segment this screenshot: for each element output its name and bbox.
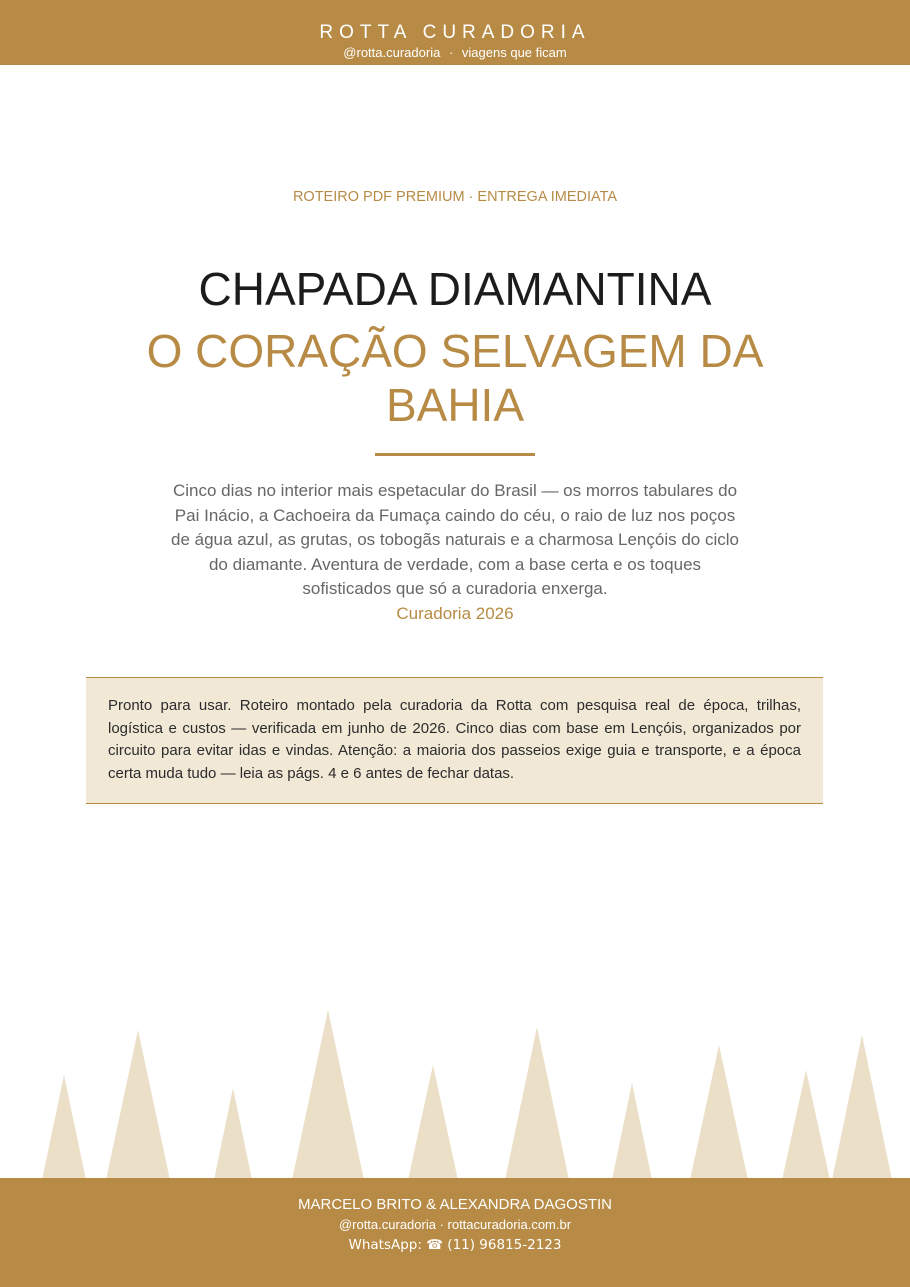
cover-intro — [165, 479, 745, 626]
footer-bar — [0, 1178, 910, 1287]
intro-text: Cinco dias no interior mais espetacular do Brasil — os morros tabulares do Pai Inácio, a Cachoeira da Fumaça caindo do céu, o raio de luz nos poços de água azul, as grutas, os tobogãs naturais e a charmosa Lençóis do ciclo do diamante. Aventura de verdade, com a base certa e os toques sofisticados que só a curadoria enxerga. — [171, 481, 739, 598]
info-callout — [86, 677, 823, 804]
peak-shape — [690, 1045, 748, 1180]
peak-shape — [408, 1065, 458, 1180]
peak-shape — [505, 1027, 569, 1180]
cover-title: CHAPADA DIAMANTINA — [198, 263, 712, 315]
peak-shape — [612, 1083, 652, 1180]
intro-signature: Curadoria 2026 — [396, 603, 514, 623]
cover-eyebrow: ROTEIRO PDF PREMIUM · ENTREGA IMEDIATA — [292, 189, 618, 205]
peak-shape — [832, 1035, 892, 1180]
footer-whatsapp: WhatsApp: ☎ (11) 96815-2123 — [348, 1237, 562, 1253]
brand-handle: @rotta.curadoria — [343, 45, 441, 60]
peak-shape — [42, 1075, 86, 1180]
peak-shape — [292, 1010, 364, 1180]
cover-subtitle: O CORAÇÃO SELVAGEM DA BAHIA — [146, 325, 764, 431]
peak-shape — [782, 1070, 830, 1180]
brand-separator: · — [448, 45, 454, 60]
peak-shape — [214, 1088, 252, 1180]
header-bar — [0, 0, 910, 65]
mountain-peaks-decoration — [0, 1000, 910, 1180]
brand-subline — [0, 45, 910, 60]
title-divider — [375, 453, 535, 456]
callout-text: Pronto para usar. Roteiro montado pela curadoria da Rotta com pesquisa real de época, trilhas, logística e custos — verificada em junho de 2026. Cinco dias com base em Lençóis, organizados por circuito para evitar idas e vindas. Atenção: a maioria dos passeios exige guia e transporte, e a época certa muda tudo — leia as págs. 4 e 6 antes de fechar datas. — [108, 697, 801, 782]
brand-tagline: viagens que ficam — [461, 45, 567, 60]
brand-name: ROTTA CURADORIA — [319, 22, 591, 43]
footer-social-links: @rotta.curadoria · rottacuradoria.com.br — [338, 1217, 572, 1232]
footer-authors: MARCELO BRITO & ALEXANDRA DAGOSTIN — [298, 1196, 612, 1213]
peak-shape — [106, 1030, 170, 1180]
